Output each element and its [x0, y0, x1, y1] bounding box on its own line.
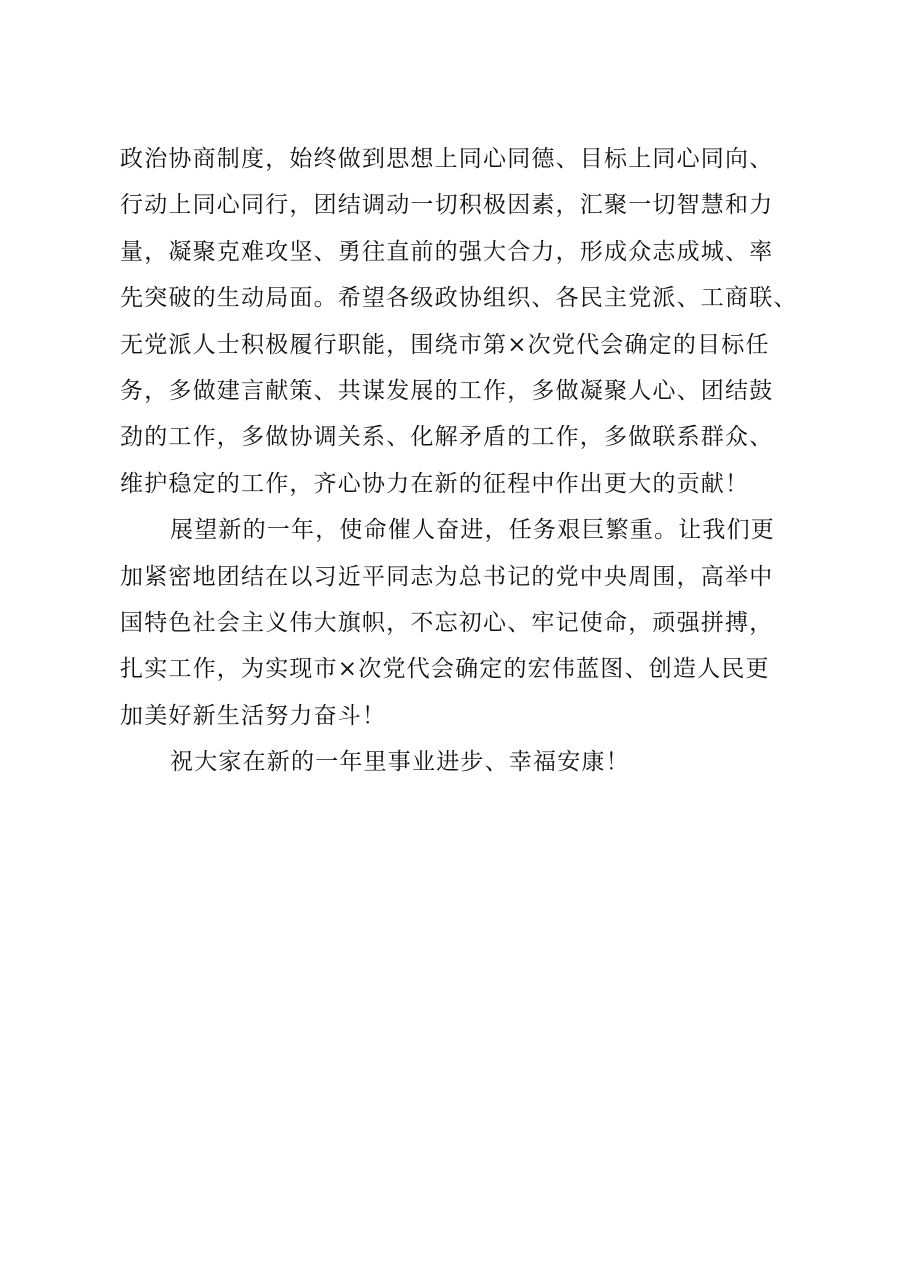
text-line: 加美好新生活努力奋斗！ [120, 702, 387, 729]
text-line: 量，凝聚克难攻坚、勇往直前的强大合力，形成众志成城、率 [120, 238, 774, 265]
text-line: 政治协商制度，始终做到思想上同心同德、目标上同心同向、 [120, 146, 774, 172]
text-line: 国特色社会主义伟大旗帜，不忘初心、牢记使命，顽强拼搏， [120, 609, 774, 636]
text-line: 维护稳定的工作，齐心协力在新的征程中作出更大的贡献！ [120, 470, 750, 497]
text-line: 扎实工作，为实现市×次党代会确定的宏伟蓝图、创造人民更 [120, 656, 770, 683]
text-line: 无党派人士积极履行职能，围绕市第×次党代会确定的目标任 [120, 331, 770, 358]
text-line: 劲的工作，多做协调关系、化解矛盾的工作，多做联系群众、 [120, 424, 774, 451]
text-line: 务，多做建言献策、共谋发展的工作，多做凝聚人心、团结鼓 [120, 377, 774, 404]
body-text [120, 136, 820, 785]
text-line: 行动上同心同行，团结调动一切积极因素，汇聚一切智慧和力 [120, 192, 774, 219]
text-line: 加紧密地团结在以习近平同志为总书记的党中央周围，高举中 [120, 563, 774, 590]
closing-line: 祝大家在新的一年里事业进步、幸福安康！ [170, 749, 630, 776]
paragraph-first-line: 展望新的一年，使命催人奋进，任务艰巨繁重。让我们更 [170, 517, 775, 544]
text-line: 先突破的生动局面。希望各级政协组织、各民主党派、工商联、 [120, 285, 798, 312]
